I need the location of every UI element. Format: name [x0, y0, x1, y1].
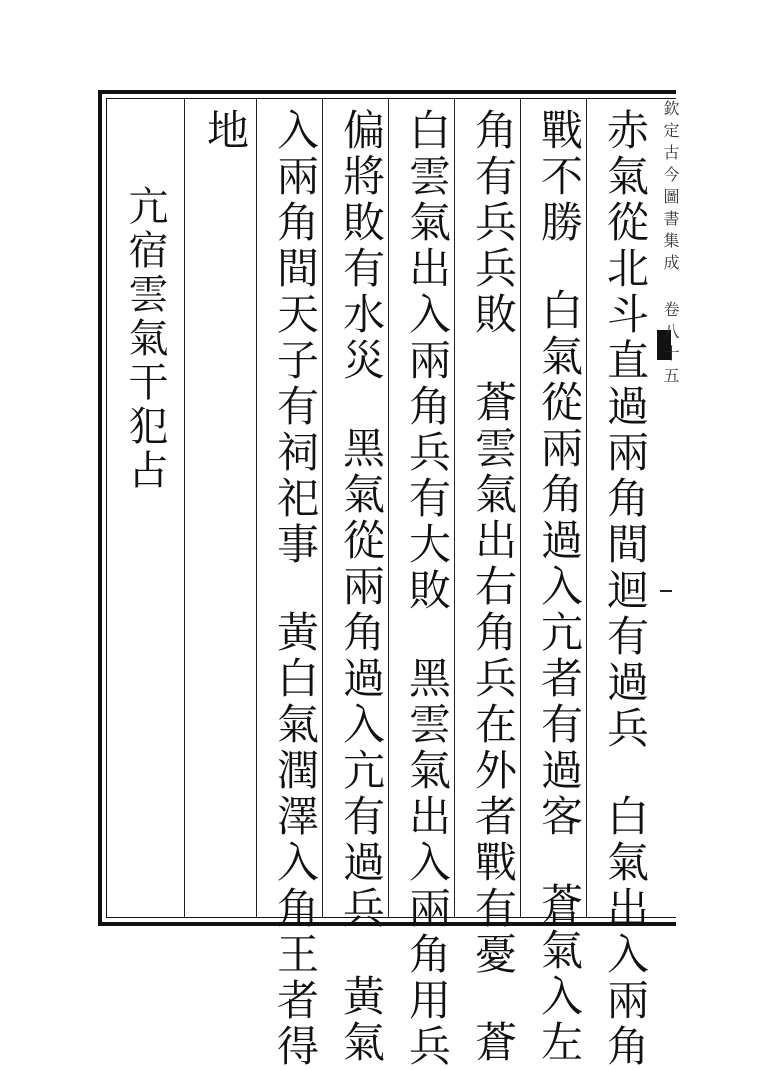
- text-column-5: [328, 108, 394, 1066]
- text-segment: 戰不勝: [535, 108, 584, 246]
- text-segment: 白雲氣出入兩角兵有大敗: [403, 108, 452, 614]
- text-column-1: [592, 108, 658, 1070]
- text-segment: 蒼氣入左: [535, 882, 584, 1066]
- section-heading: 亢宿雲氣干犯占: [122, 185, 168, 493]
- text-segment: 赤氣從北斗直過兩角間迴有過兵: [601, 108, 650, 752]
- text-segment: 入兩角間天子有祠祀事: [271, 108, 320, 568]
- text-segment: 白氣從兩角過入亢者有過客: [535, 288, 584, 840]
- text-segment: 黑雲氣出入兩角用兵: [403, 656, 452, 1070]
- text-segment: 白氣出入兩角: [601, 794, 650, 1070]
- text-segment: 偏將敗有水災: [337, 108, 386, 384]
- text-segment: 蒼雲氣出右角兵在外者戰有憂: [469, 380, 518, 978]
- text-segment: 蒼: [469, 1020, 518, 1066]
- text-segment: 黑氣從兩角過入亢有過兵: [337, 426, 386, 932]
- text-segment: 角有兵兵敗: [469, 108, 518, 338]
- text-column-4: [394, 108, 460, 1070]
- column-rule: [184, 98, 185, 918]
- text-column-7: [192, 108, 258, 908]
- text-segment: 黃氣: [337, 974, 386, 1066]
- text-column-6: [262, 108, 328, 1070]
- text-column-3: [460, 108, 526, 1066]
- folio-strip: 欽定古今圖書集成 卷八十五: [661, 100, 680, 389]
- text-segment: 黃白氣潤澤入角王者得: [271, 610, 320, 1070]
- text-column-2: [526, 108, 592, 1066]
- text-segment: 地: [201, 108, 250, 154]
